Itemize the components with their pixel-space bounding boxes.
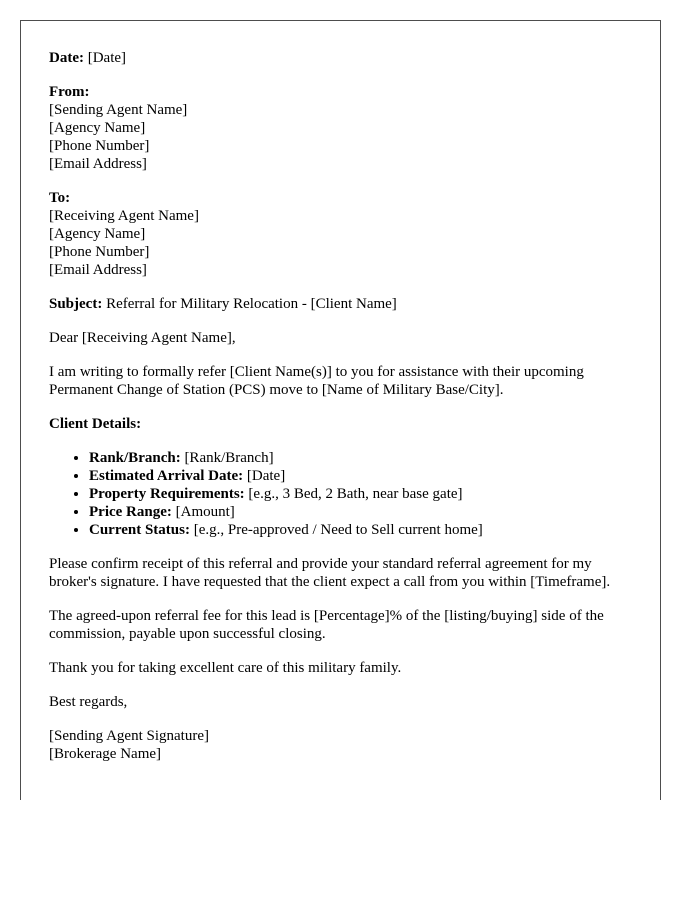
to-label: To: (49, 190, 71, 206)
from-label: From: (49, 84, 90, 100)
subject-label: Subject: (49, 296, 103, 312)
item-value: [Rank/Branch] (184, 450, 274, 466)
thanks-paragraph: Thank you for taking excellent care of this military family. (49, 660, 402, 676)
item-label: Property Requirements: (89, 486, 245, 502)
to-line: [Email Address] (49, 262, 147, 278)
item-label: Current Status: (89, 522, 190, 538)
client-details-list (49, 449, 639, 539)
signature-line: [Brokerage Name] (49, 746, 162, 762)
from-line: [Agency Name] (49, 120, 146, 136)
item-label: Estimated Arrival Date: (89, 468, 244, 484)
from-block (49, 83, 639, 173)
to-line: [Agency Name] (49, 226, 146, 242)
letter-content (49, 49, 639, 763)
client-details-heading-text: Client Details: (49, 416, 142, 432)
item-value: [e.g., 3 Bed, 2 Bath, near base gate] (248, 486, 463, 502)
item-value: [Date] (246, 468, 286, 484)
intro-paragraph: I am writing to formally refer [Client Name(s)] to you for assistance with their upcoming Permanent Change of Station (PCS) move to [Name of Military Base/City]. (49, 364, 584, 398)
to-line: [Receiving Agent Name] (49, 208, 199, 224)
from-line: [Phone Number] (49, 138, 150, 154)
client-details-heading (49, 415, 639, 433)
subject-line (49, 295, 639, 313)
signature-block (49, 727, 639, 763)
from-line: [Sending Agent Name] (49, 102, 188, 118)
to-block (49, 189, 639, 279)
list-item (89, 521, 639, 539)
date-value: [Date] (87, 50, 127, 66)
item-value: [Amount] (175, 504, 235, 520)
date-line (49, 49, 639, 67)
list-item (89, 503, 639, 521)
signature-line: [Sending Agent Signature] (49, 728, 209, 744)
list-item (89, 467, 639, 485)
from-line: [Email Address] (49, 156, 147, 172)
salutation: Dear [Receiving Agent Name], (49, 330, 236, 346)
item-label: Price Range: (89, 504, 172, 520)
item-label: Rank/Branch: (89, 450, 181, 466)
list-item (89, 485, 639, 503)
closing: Best regards, (49, 694, 128, 710)
date-label: Date: (49, 50, 84, 66)
list-item (89, 449, 639, 467)
letter-page (20, 20, 661, 800)
confirm-paragraph: Please confirm receipt of this referral and provide your standard referral agreement for my broker's signature. I have requested that the client expect a call from you within [Timeframe]. (49, 556, 611, 590)
subject-value: Referral for Military Relocation - [Client Name] (106, 296, 397, 312)
item-value: [e.g., Pre-approved / Need to Sell current home] (193, 522, 483, 538)
fee-paragraph: The agreed-upon referral fee for this lead is [Percentage]% of the [listing/buying] side of the commission, payable upon successful closing. (49, 608, 604, 642)
to-line: [Phone Number] (49, 244, 150, 260)
